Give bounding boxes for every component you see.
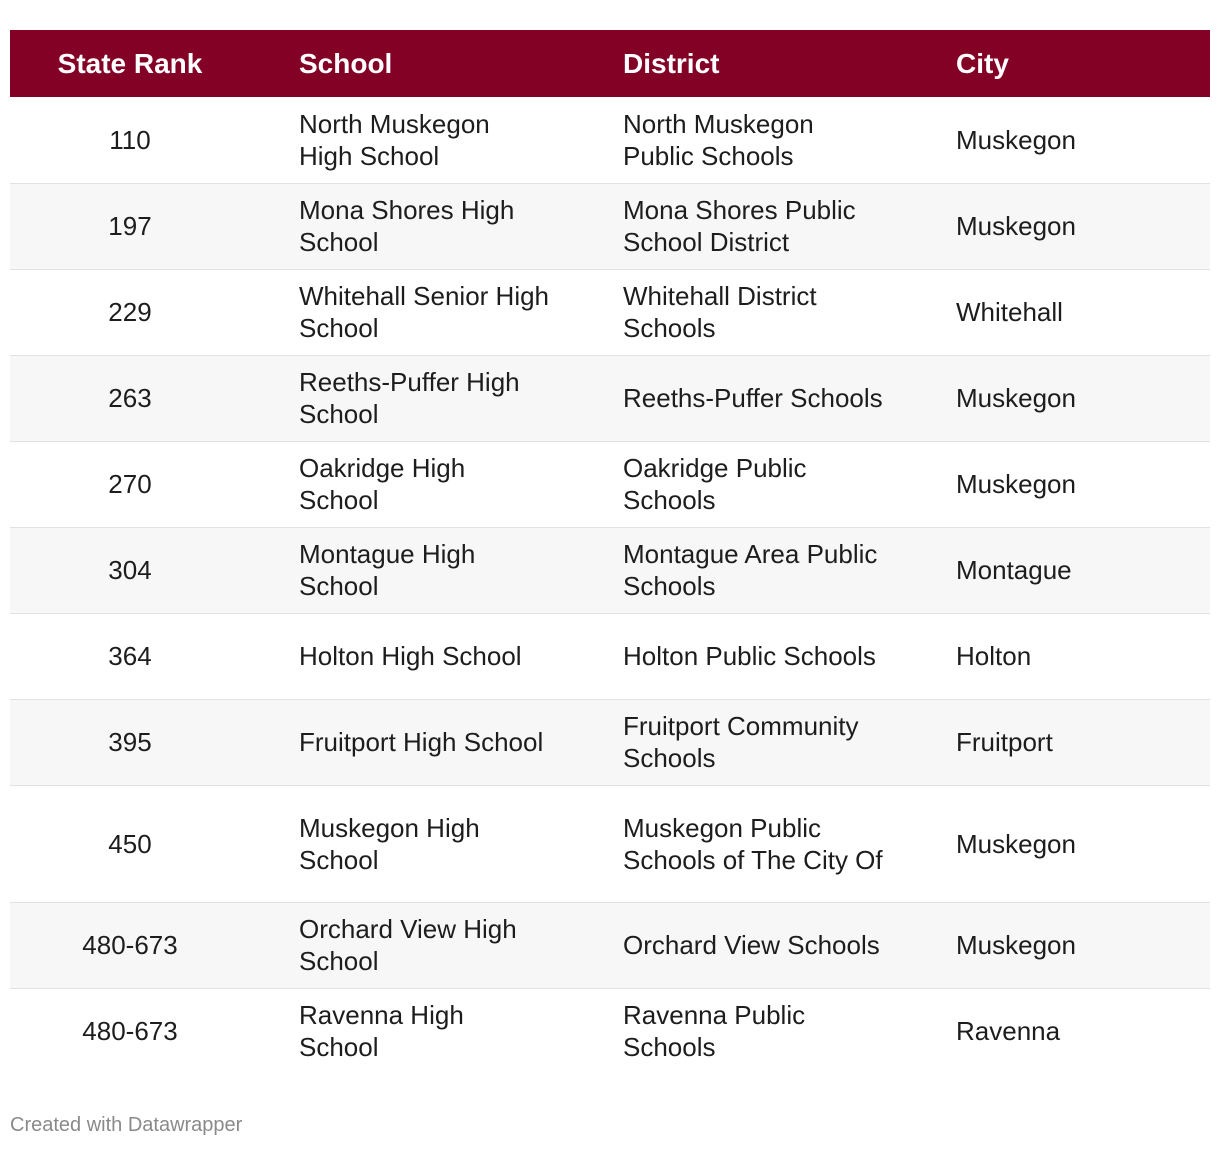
- table-row: [10, 269, 1210, 355]
- district-cell: Montague Area Public Schools: [623, 539, 878, 601]
- table-body: [10, 97, 1210, 1074]
- school-cell: Orchard View High School: [299, 914, 517, 976]
- district-cell: Fruitport Community Schools: [623, 711, 859, 773]
- state-rank-cell: 229: [108, 297, 152, 327]
- schools-table-container: [10, 30, 1210, 1074]
- state-rank-cell: 480-673: [82, 930, 178, 960]
- table-row: [10, 355, 1210, 441]
- state-rank-cell: 395: [108, 727, 152, 757]
- table-row: [10, 785, 1210, 902]
- table-row: [10, 613, 1210, 699]
- district-cell: Holton Public Schools: [623, 641, 876, 671]
- header-row: [10, 30, 1210, 97]
- table-row: [10, 97, 1210, 183]
- district-cell: Whitehall District Schools: [623, 281, 817, 343]
- district-cell: Mona Shores Public School District: [623, 195, 856, 257]
- city-cell: Muskegon: [956, 383, 1076, 413]
- city-cell: Ravenna: [956, 1016, 1061, 1047]
- city-cell: Whitehall: [956, 297, 1063, 327]
- school-cell: Fruitport High School: [299, 727, 544, 757]
- school-cell: Mona Shores High School: [299, 195, 515, 257]
- table-row: [10, 699, 1210, 785]
- city-cell: Fruitport: [956, 727, 1053, 757]
- school-cell: Reeths-Puffer High School: [299, 367, 520, 429]
- table-row: [10, 527, 1210, 613]
- school-cell: Whitehall Senior High School: [299, 281, 550, 343]
- city-cell: Muskegon: [956, 469, 1076, 499]
- district-cell: North Muskegon Public Schools: [623, 108, 814, 171]
- table-row: [10, 902, 1210, 988]
- column-header-city[interactable]: City: [956, 47, 1009, 79]
- district-cell: Reeths-Puffer Schools: [623, 383, 883, 413]
- table-row: [10, 988, 1210, 1074]
- state-rank-cell: 480-673: [82, 1016, 178, 1047]
- state-rank-cell: 197: [108, 211, 152, 241]
- datawrapper-credit[interactable]: Created with Datawrapper: [10, 1114, 243, 1136]
- city-cell: Holton: [956, 641, 1032, 671]
- state-rank-cell: 450: [108, 828, 152, 859]
- school-cell: Ravenna High School: [299, 1000, 464, 1063]
- city-cell: Muskegon: [956, 211, 1076, 241]
- district-cell: Muskegon Public Schools of The City Of: [623, 812, 883, 875]
- table-row: [10, 441, 1210, 527]
- table-header: [10, 30, 1210, 97]
- city-cell: Muskegon: [956, 124, 1076, 155]
- school-cell: North Muskegon High School: [299, 108, 490, 171]
- district-cell: Ravenna Public Schools: [623, 1000, 806, 1063]
- city-cell: Muskegon: [956, 828, 1076, 859]
- school-cell: Holton High School: [299, 641, 522, 671]
- state-rank-cell: 263: [108, 383, 152, 413]
- state-rank-cell: 270: [108, 469, 152, 499]
- city-cell: Montague: [956, 555, 1072, 585]
- city-cell: Muskegon: [956, 930, 1076, 960]
- state-rank-cell: 304: [108, 555, 152, 585]
- state-rank-cell: 110: [109, 124, 151, 155]
- column-header-district[interactable]: District: [623, 47, 720, 79]
- schools-table: [10, 30, 1210, 1074]
- school-cell: Oakridge High School: [299, 453, 466, 515]
- district-cell: Oakridge Public Schools: [623, 453, 807, 515]
- school-cell: Montague High School: [299, 539, 476, 601]
- district-cell: Orchard View Schools: [623, 930, 880, 960]
- state-rank-cell: 364: [108, 641, 152, 671]
- table-row: [10, 183, 1210, 269]
- school-cell: Muskegon High School: [299, 812, 480, 875]
- column-header-state-rank[interactable]: State Rank: [57, 47, 203, 79]
- column-header-school[interactable]: School: [299, 47, 393, 79]
